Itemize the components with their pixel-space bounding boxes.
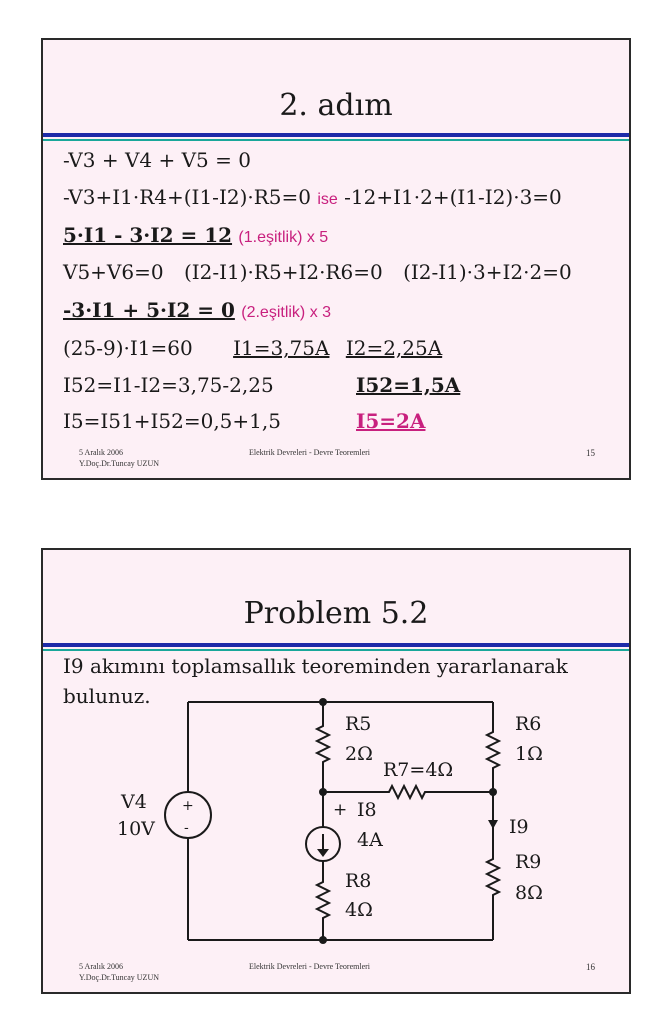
resistor-r5 [317, 720, 329, 768]
r6-value: 1Ω [515, 743, 543, 765]
equation-line-7 [63, 373, 274, 397]
equation-symbolic: -V3+I1·R4+(I1-I2)·R5=0 [63, 185, 311, 209]
equation-numeric-2: (I2-I1)·3+I2·2=0 [403, 260, 572, 284]
footer-date: 5 Aralık 2006 [79, 448, 123, 457]
equation-line-3 [63, 223, 328, 247]
result-i2: I2=2,25A [345, 336, 443, 360]
page-number: 15 [586, 448, 595, 458]
equation-line-5 [63, 298, 331, 322]
r8-name: R8 [345, 870, 372, 892]
resistor-r9 [487, 853, 499, 901]
keyword-ise: ise [317, 191, 338, 208]
r7-label: R7=4Ω [383, 759, 454, 781]
r5-name: R5 [345, 713, 372, 735]
footer-author: Y.Doç.Dr.Tuncay UZUN [79, 973, 159, 982]
result-i1: I1=3,75A [233, 336, 330, 360]
node-top-mid [319, 698, 327, 706]
footer-course: Elektrik Devreleri - Devre Teoremleri [249, 448, 371, 457]
equation-i52: I52=I1-I2=3,75-2,25 [63, 373, 274, 397]
equation-2: -3·I1 + 5·I2 = 0 [63, 298, 235, 322]
v4-name: V4 [121, 791, 147, 813]
r8-value: 4Ω [345, 899, 373, 921]
equation-2-note: (2.eşitlik) x 3 [241, 304, 332, 321]
problem-text-line-2: bulunuz. [63, 684, 151, 708]
i8-plus: + [333, 800, 348, 820]
equation-kvl-v5-v6: V5+V6=0 [63, 260, 164, 284]
node-right-r7 [489, 788, 497, 796]
v4-value: 10V [117, 818, 155, 840]
footer-course: Elektrik Devreleri - Devre Teoremleri [249, 962, 371, 971]
circuit-diagram [43, 650, 629, 950]
title-divider-blue [43, 643, 629, 647]
title-divider-teal [43, 139, 629, 141]
equation-line-2 [63, 185, 562, 209]
page-number: 16 [586, 962, 595, 972]
equation-kvl-loop: -V3 + V4 + V5 = 0 [63, 148, 251, 172]
equation-symbolic-2: (I2-I1)·R5+I2·R6=0 [183, 260, 383, 284]
r6-name: R6 [515, 713, 542, 735]
r5-value: 2Ω [345, 743, 373, 765]
node-bottom-mid [319, 936, 327, 944]
current-source-arrowhead [317, 849, 329, 857]
equation-i5: I5=I51+I52=0,5+1,5 [63, 409, 281, 433]
node-mid-r7 [319, 788, 327, 796]
v4-plus: + [182, 798, 194, 814]
equation-line-6 [63, 336, 442, 360]
slide-16 [41, 548, 631, 994]
equation-1-note: (1.eşitlik) x 5 [238, 229, 329, 246]
r9-value: 8Ω [515, 882, 543, 904]
result-i5: I5=2A [356, 409, 426, 433]
title-divider-blue [43, 133, 629, 137]
equation-line-4 [63, 260, 572, 284]
v4-minus: - [184, 820, 189, 836]
equation-solve-i1: (25-9)·I1=60 [63, 336, 193, 360]
resistor-r8 [317, 876, 329, 924]
result-i52: I52=1,5A [356, 373, 461, 397]
equation-line-8 [63, 409, 281, 433]
resistor-r7 [383, 786, 431, 798]
slide-15 [41, 38, 631, 480]
footer-date: 5 Aralık 2006 [79, 962, 123, 971]
equation-1: 5·I1 - 3·I2 = 12 [63, 223, 233, 247]
i8-value: 4A [357, 829, 383, 851]
slide-title: 2. adım [279, 88, 393, 123]
i8-name: I8 [357, 799, 377, 821]
problem-text-line-1: I9 akımını toplamsallık teoreminden yararlanarak [63, 654, 568, 678]
resistor-r6 [487, 726, 499, 774]
slide-title: Problem 5.2 [243, 596, 429, 631]
equation-numeric: -12+I1·2+(I1-I2)·3=0 [344, 185, 562, 209]
r9-name: R9 [515, 851, 542, 873]
i9-name: I9 [509, 816, 529, 838]
footer-author: Y.Doç.Dr.Tuncay UZUN [79, 459, 159, 468]
